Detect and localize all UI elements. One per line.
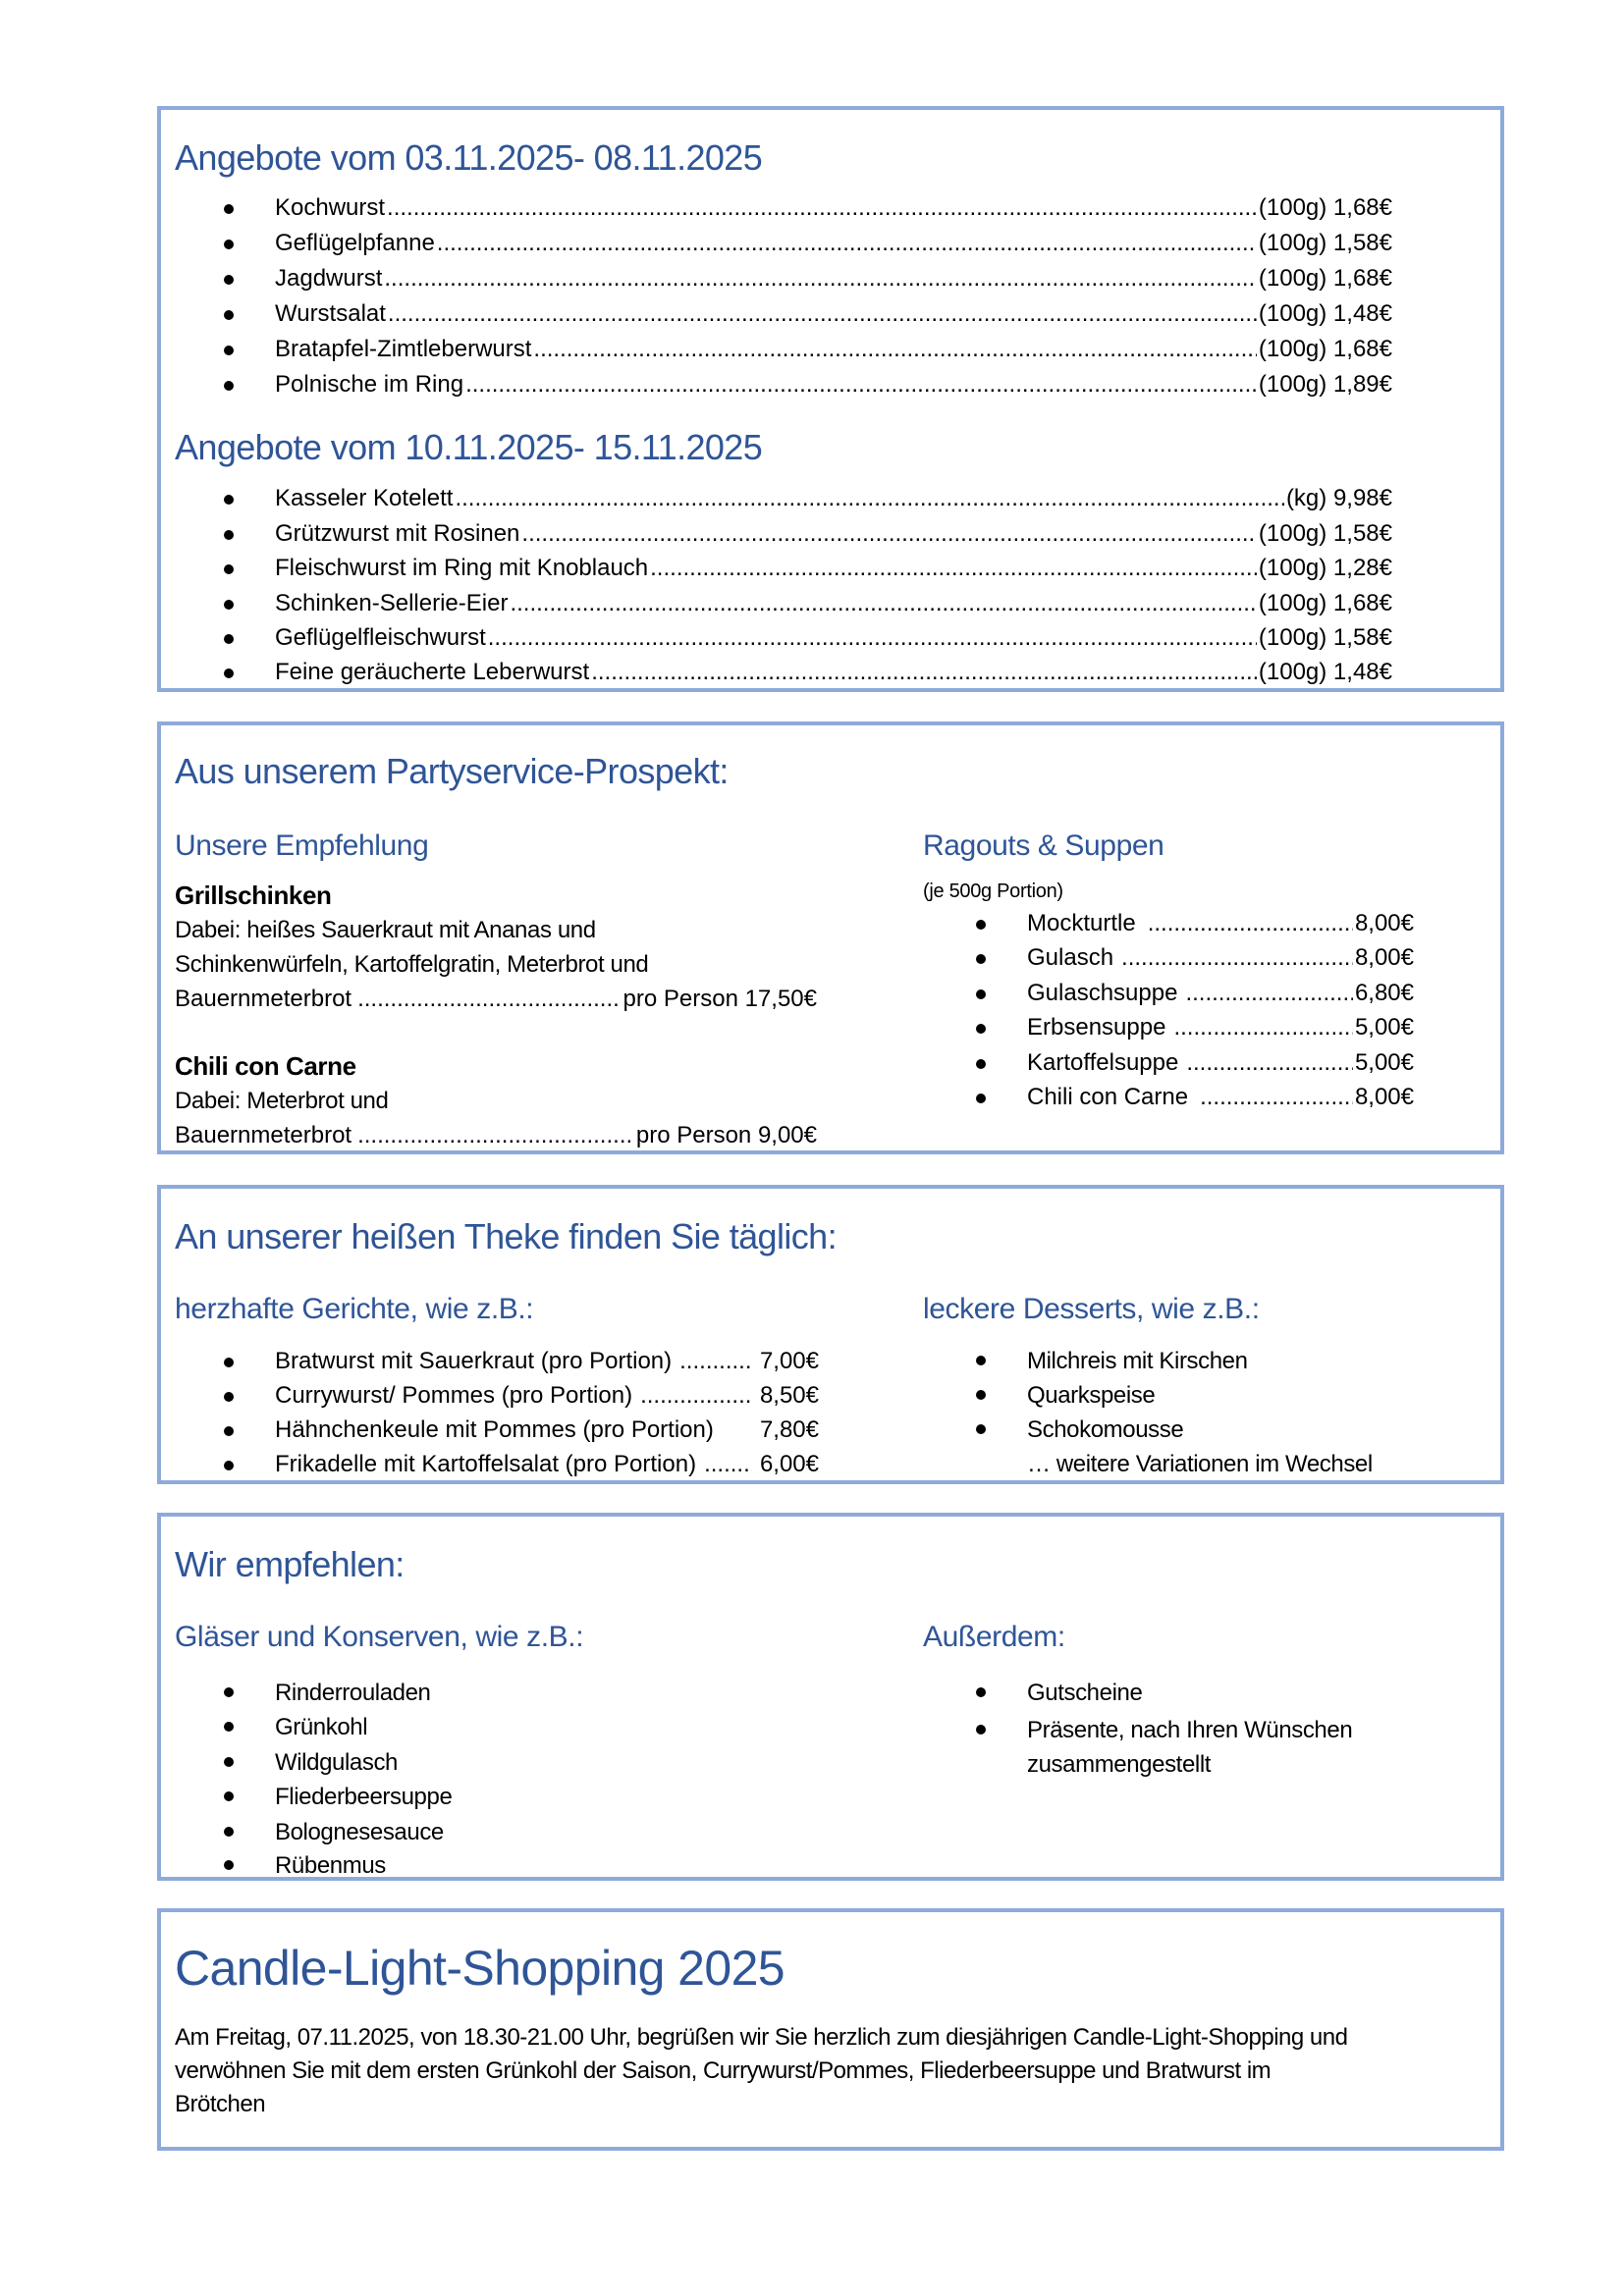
ragout-item: Erbsensuppe ..... 5,00€ bbox=[976, 1014, 1414, 1041]
desserts-more: … weitere Variationen im Wechsel bbox=[1027, 1451, 1373, 1477]
dessert-item: Schokomousse bbox=[976, 1413, 1183, 1447]
offers-week1-title: Angebote vom 03.11.2025- 08.11.2025 bbox=[175, 137, 763, 178]
leader-dots bbox=[1185, 980, 1353, 1007]
leader-dots bbox=[640, 1382, 752, 1410]
recommend-title: Wir empfehlen: bbox=[175, 1544, 405, 1584]
leader-dots bbox=[1121, 944, 1353, 972]
bullet-icon bbox=[976, 1687, 986, 1697]
bullet-icon bbox=[976, 1094, 986, 1103]
leader-dots bbox=[357, 982, 617, 1016]
candle-light-box bbox=[157, 1908, 1504, 2151]
offers-box bbox=[157, 106, 1504, 692]
leader-dots bbox=[533, 336, 1256, 363]
bullet-icon bbox=[224, 1791, 234, 1801]
leader-dots bbox=[510, 590, 1256, 617]
offer-item: Fleischwurst im Ring mit Knoblauch ..... (100g) 1,28€ bbox=[224, 555, 1392, 582]
bullet-icon bbox=[224, 600, 234, 610]
bullet-icon bbox=[976, 954, 986, 964]
jar-item: Grünkohl bbox=[224, 1710, 367, 1744]
leader-dots bbox=[1186, 1049, 1353, 1077]
jar-item: Bolognesesauce bbox=[224, 1815, 444, 1849]
bullet-icon bbox=[976, 1725, 986, 1735]
leader-dots bbox=[465, 371, 1257, 399]
ragouts-heading: Ragouts & Suppen bbox=[923, 829, 1164, 862]
dessert-item: Quarkspeise bbox=[976, 1378, 1155, 1413]
bullet-icon bbox=[224, 240, 234, 249]
offer-item: Jagdwurst ..... (100g) 1,68€ bbox=[224, 265, 1392, 293]
bullet-icon bbox=[224, 275, 234, 285]
jar-item: Wildgulasch bbox=[224, 1745, 398, 1780]
offer-item: Geflügelfleischwurst ..... (100g) 1,58€ bbox=[224, 624, 1392, 652]
leader-dots bbox=[679, 1348, 752, 1375]
recommend-box bbox=[157, 1513, 1504, 1881]
offer-item: Kochwurst ..... (100g) 1,68€ bbox=[224, 194, 1392, 222]
offer-item: Bratapfel-Zimtleberwurst ..... (100g) 1,68€ bbox=[224, 336, 1392, 363]
jar-item: Fliederbeersuppe bbox=[224, 1780, 452, 1814]
dish-description: Schinkenwürfeln, Kartoffelgratin, Meterbrot und bbox=[175, 951, 649, 978]
bullet-icon bbox=[224, 530, 234, 540]
leader-dots bbox=[591, 659, 1257, 686]
bullet-icon bbox=[976, 1424, 986, 1434]
ragout-item: Gulasch ..... 8,00€ bbox=[976, 944, 1414, 972]
bullet-icon bbox=[976, 989, 986, 999]
leader-dots bbox=[384, 265, 1257, 293]
leader-dots bbox=[357, 1118, 630, 1152]
ragout-item: Kartoffelsuppe ..... 5,00€ bbox=[976, 1049, 1414, 1077]
leader-dots bbox=[1200, 1084, 1353, 1111]
hearty-item: Hähnchenkeule mit Pommes (pro Portion) 7,80€ bbox=[224, 1416, 819, 1444]
bullet-icon bbox=[224, 1722, 234, 1732]
also-item: Gutscheine bbox=[976, 1676, 1142, 1710]
bullet-icon bbox=[224, 495, 234, 505]
hot-counter-title: An unserer heißen Theke finden Sie täglich: bbox=[175, 1216, 837, 1256]
leader-dots bbox=[488, 624, 1257, 652]
bullet-icon bbox=[224, 1757, 234, 1767]
bullet-icon bbox=[224, 1392, 234, 1402]
jar-item: Rinderrouladen bbox=[224, 1676, 431, 1710]
bullet-icon bbox=[224, 1358, 234, 1367]
ragouts-note: (je 500g Portion) bbox=[923, 881, 1063, 902]
bullet-icon bbox=[224, 381, 234, 391]
bullet-icon bbox=[224, 564, 234, 574]
jars-heading: Gläser und Konserven, wie z.B.: bbox=[175, 1621, 584, 1653]
leader-dots bbox=[388, 300, 1257, 328]
dish-price-line: Bauernmeterbrot ..... pro Person 17,50€ bbox=[175, 982, 817, 1016]
bullet-icon bbox=[976, 1356, 986, 1365]
candle-light-text: Am Freitag, 07.11.2025, von 18.30-21.00 Uhr, begrüßen wir Sie herzlich zum diesjährigen Candle-Light-Shopping und verwöhnen Sie mit dem ersten Grünkohl der Saison, Currywurst/Pommes, Fliederbeersuppe und Bratwurst im Brötchen bbox=[175, 2024, 1348, 2117]
offer-item: Feine geräucherte Leberwurst ..... (100g) 1,48€ bbox=[224, 659, 1392, 686]
dessert-item: Milchreis mit Kirschen bbox=[976, 1344, 1248, 1378]
partyservice-title: Aus unserem Partyservice-Prospekt: bbox=[175, 751, 729, 791]
leader-dots bbox=[650, 555, 1257, 582]
leader-dots bbox=[521, 520, 1256, 548]
leader-dots bbox=[455, 485, 1284, 512]
bullet-icon bbox=[224, 204, 234, 214]
also-item-continuation: zusammengestellt bbox=[1027, 1751, 1212, 1778]
partyservice-box bbox=[157, 721, 1504, 1154]
dish-name: Chili con Carne bbox=[175, 1051, 356, 1081]
bullet-icon bbox=[224, 1827, 234, 1837]
bullet-icon bbox=[224, 310, 234, 320]
hearty-item: Frikadelle mit Kartoffelsalat (pro Portion) ..... 6,00€ bbox=[224, 1451, 819, 1478]
ragout-item: Chili con Carne ..... 8,00€ bbox=[976, 1084, 1414, 1111]
bullet-icon bbox=[976, 1390, 986, 1400]
hearty-item: Currywurst/ Pommes (pro Portion) ..... 8,50€ bbox=[224, 1382, 819, 1410]
leader-dots bbox=[1173, 1014, 1353, 1041]
offer-item: Schinken-Sellerie-Eier ..... (100g) 1,68€ bbox=[224, 590, 1392, 617]
also-heading: Außerdem: bbox=[923, 1621, 1065, 1653]
leader-dots bbox=[1148, 910, 1353, 937]
recommendation-heading: Unsere Empfehlung bbox=[175, 829, 429, 862]
hearty-item: Bratwurst mit Sauerkraut (pro Portion) ..... 7,00€ bbox=[224, 1348, 819, 1375]
also-item: Präsente, nach Ihren Wünschen bbox=[976, 1713, 1352, 1747]
offer-item: Polnische im Ring ..... (100g) 1,89€ bbox=[224, 371, 1392, 399]
offer-item: Grützwurst mit Rosinen ..... (100g) 1,58€ bbox=[224, 520, 1392, 548]
bullet-icon bbox=[224, 634, 234, 644]
ragout-item: Gulaschsuppe ..... 6,80€ bbox=[976, 980, 1414, 1007]
desserts-heading: leckere Desserts, wie z.B.: bbox=[923, 1293, 1260, 1325]
bullet-icon bbox=[976, 920, 986, 930]
leader-dots bbox=[437, 230, 1257, 257]
bullet-icon bbox=[224, 346, 234, 355]
leader-dots bbox=[387, 194, 1257, 222]
jar-item: Rübenmus bbox=[224, 1848, 386, 1883]
offers-week2-title: Angebote vom 10.11.2025- 15.11.2025 bbox=[175, 427, 763, 467]
candle-light-title: Candle-Light-Shopping 2025 bbox=[175, 1941, 785, 1996]
bullet-icon bbox=[224, 1687, 234, 1697]
dish-description: Dabei: heißes Sauerkraut mit Ananas und bbox=[175, 917, 596, 943]
bullet-icon bbox=[224, 1461, 234, 1470]
dish-price-line: Bauernmeterbrot ..... pro Person 9,00€ bbox=[175, 1118, 817, 1152]
bullet-icon bbox=[224, 1860, 234, 1870]
hearty-heading: herzhafte Gerichte, wie z.B.: bbox=[175, 1293, 534, 1325]
bullet-icon bbox=[224, 1426, 234, 1436]
bullet-icon bbox=[224, 668, 234, 678]
offer-item: Geflügelpfanne ..... (100g) 1,58€ bbox=[224, 230, 1392, 257]
hot-counter-box bbox=[157, 1185, 1504, 1484]
bullet-icon bbox=[976, 1059, 986, 1069]
ragout-item: Mockturtle ..... 8,00€ bbox=[976, 910, 1414, 937]
leader-dots bbox=[704, 1451, 752, 1478]
offer-item: Wurstsalat ..... (100g) 1,48€ bbox=[224, 300, 1392, 328]
dish-description: Dabei: Meterbrot und bbox=[175, 1088, 389, 1114]
offer-item: Kasseler Kotelett ..... (kg) 9,98€ bbox=[224, 485, 1392, 512]
dish-name: Grillschinken bbox=[175, 881, 332, 910]
bullet-icon bbox=[976, 1024, 986, 1034]
